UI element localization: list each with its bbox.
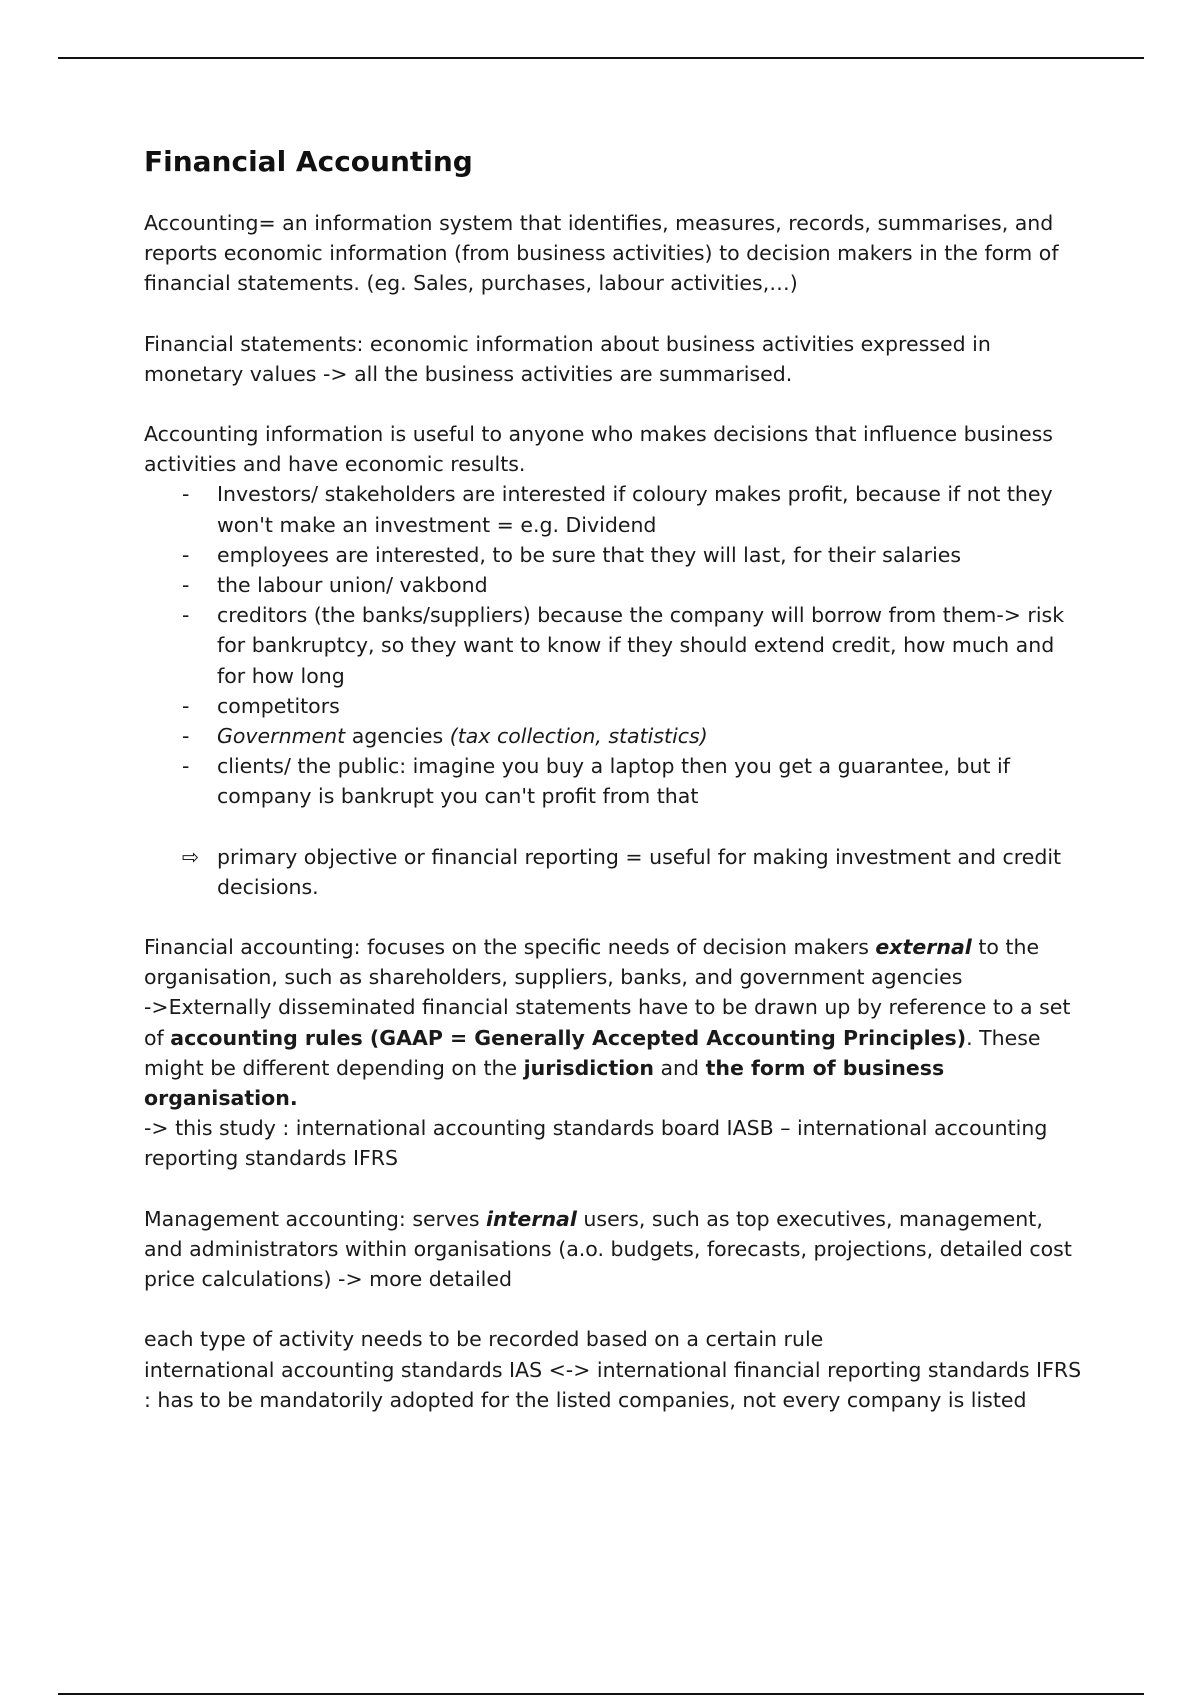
management-accounting-paragraph: Management accounting: serves internal users, such as top executives, management, and administrators within organisations (a.o. budgets, forecasts, projections, detailed cost price calculations) -> more detailed <box>144 1206 1072 1292</box>
accounting-info-intro: Accounting information is useful to anyone who makes decisions that influence business activities and have economic results. <box>144 422 1053 477</box>
list-item: - the labour union/ vakbond <box>182 573 488 598</box>
top-rule <box>58 57 1144 59</box>
list-item: - employees are interested, to be sure that they will last, for their salaries <box>182 542 962 567</box>
arrow-right-icon: ⇨ <box>182 844 200 869</box>
financial-accounting-paragraph: Financial accounting: focuses on the specific needs of decision makers external to the organisation, such as shareholders, suppliers, banks, and government agencies ->Externally disseminated financial statements have to be drawn up by reference to a set of accounting rules (GAAP = Generally Accepted Accounting Principles). These might be different depending on the jurisdiction and the form of business organisation. -> this study : international accounting standards board IASB – international accounting reporting standards IFRS <box>144 935 1071 1171</box>
users-list <box>144 479 1084 811</box>
list-item: - clients/ the public: imagine you buy a laptop then you get a guarantee, but if company is bankrupt you can't profit from that <box>182 754 1010 809</box>
list-item: - creditors (the banks/suppliers) because the company will borrow from them-> risk for bankruptcy, so they want to know if they should extend credit, how much and for how long <box>182 603 1065 688</box>
bottom-rule <box>58 1693 1144 1695</box>
accounting-definition: Accounting= an information system that identifies, measures, records, summarises, and reports economic information (from business activities) to decision makers in the form of financial statements. (eg. Sales, purchases, labour activities,…) <box>144 211 1059 296</box>
list-item: - Government agencies (tax collection, statistics) <box>182 724 708 749</box>
page-title: Financial Accounting <box>144 145 473 178</box>
financial-statements-definition: Financial statements: economic information about business activities expressed in monetary values -> all the business activities are summarised. <box>144 331 991 386</box>
conclusion-item: ⇨ primary objective or financial reporting = useful for making investment and credit decisions. <box>144 842 1084 902</box>
list-item: - Investors/ stakeholders are interested if coloury makes profit, because if not they won't make an investment = e.g. Dividend <box>182 482 1053 537</box>
standards-paragraph: each type of activity needs to be recorded based on a certain rule international accounting standards IAS <-> international financial reporting standards IFRS : has to be mandatorily adopted for the listed companies, not every company is listed <box>144 1327 1082 1412</box>
document-body <box>144 142 1084 1445</box>
list-item: - competitors <box>182 693 340 718</box>
